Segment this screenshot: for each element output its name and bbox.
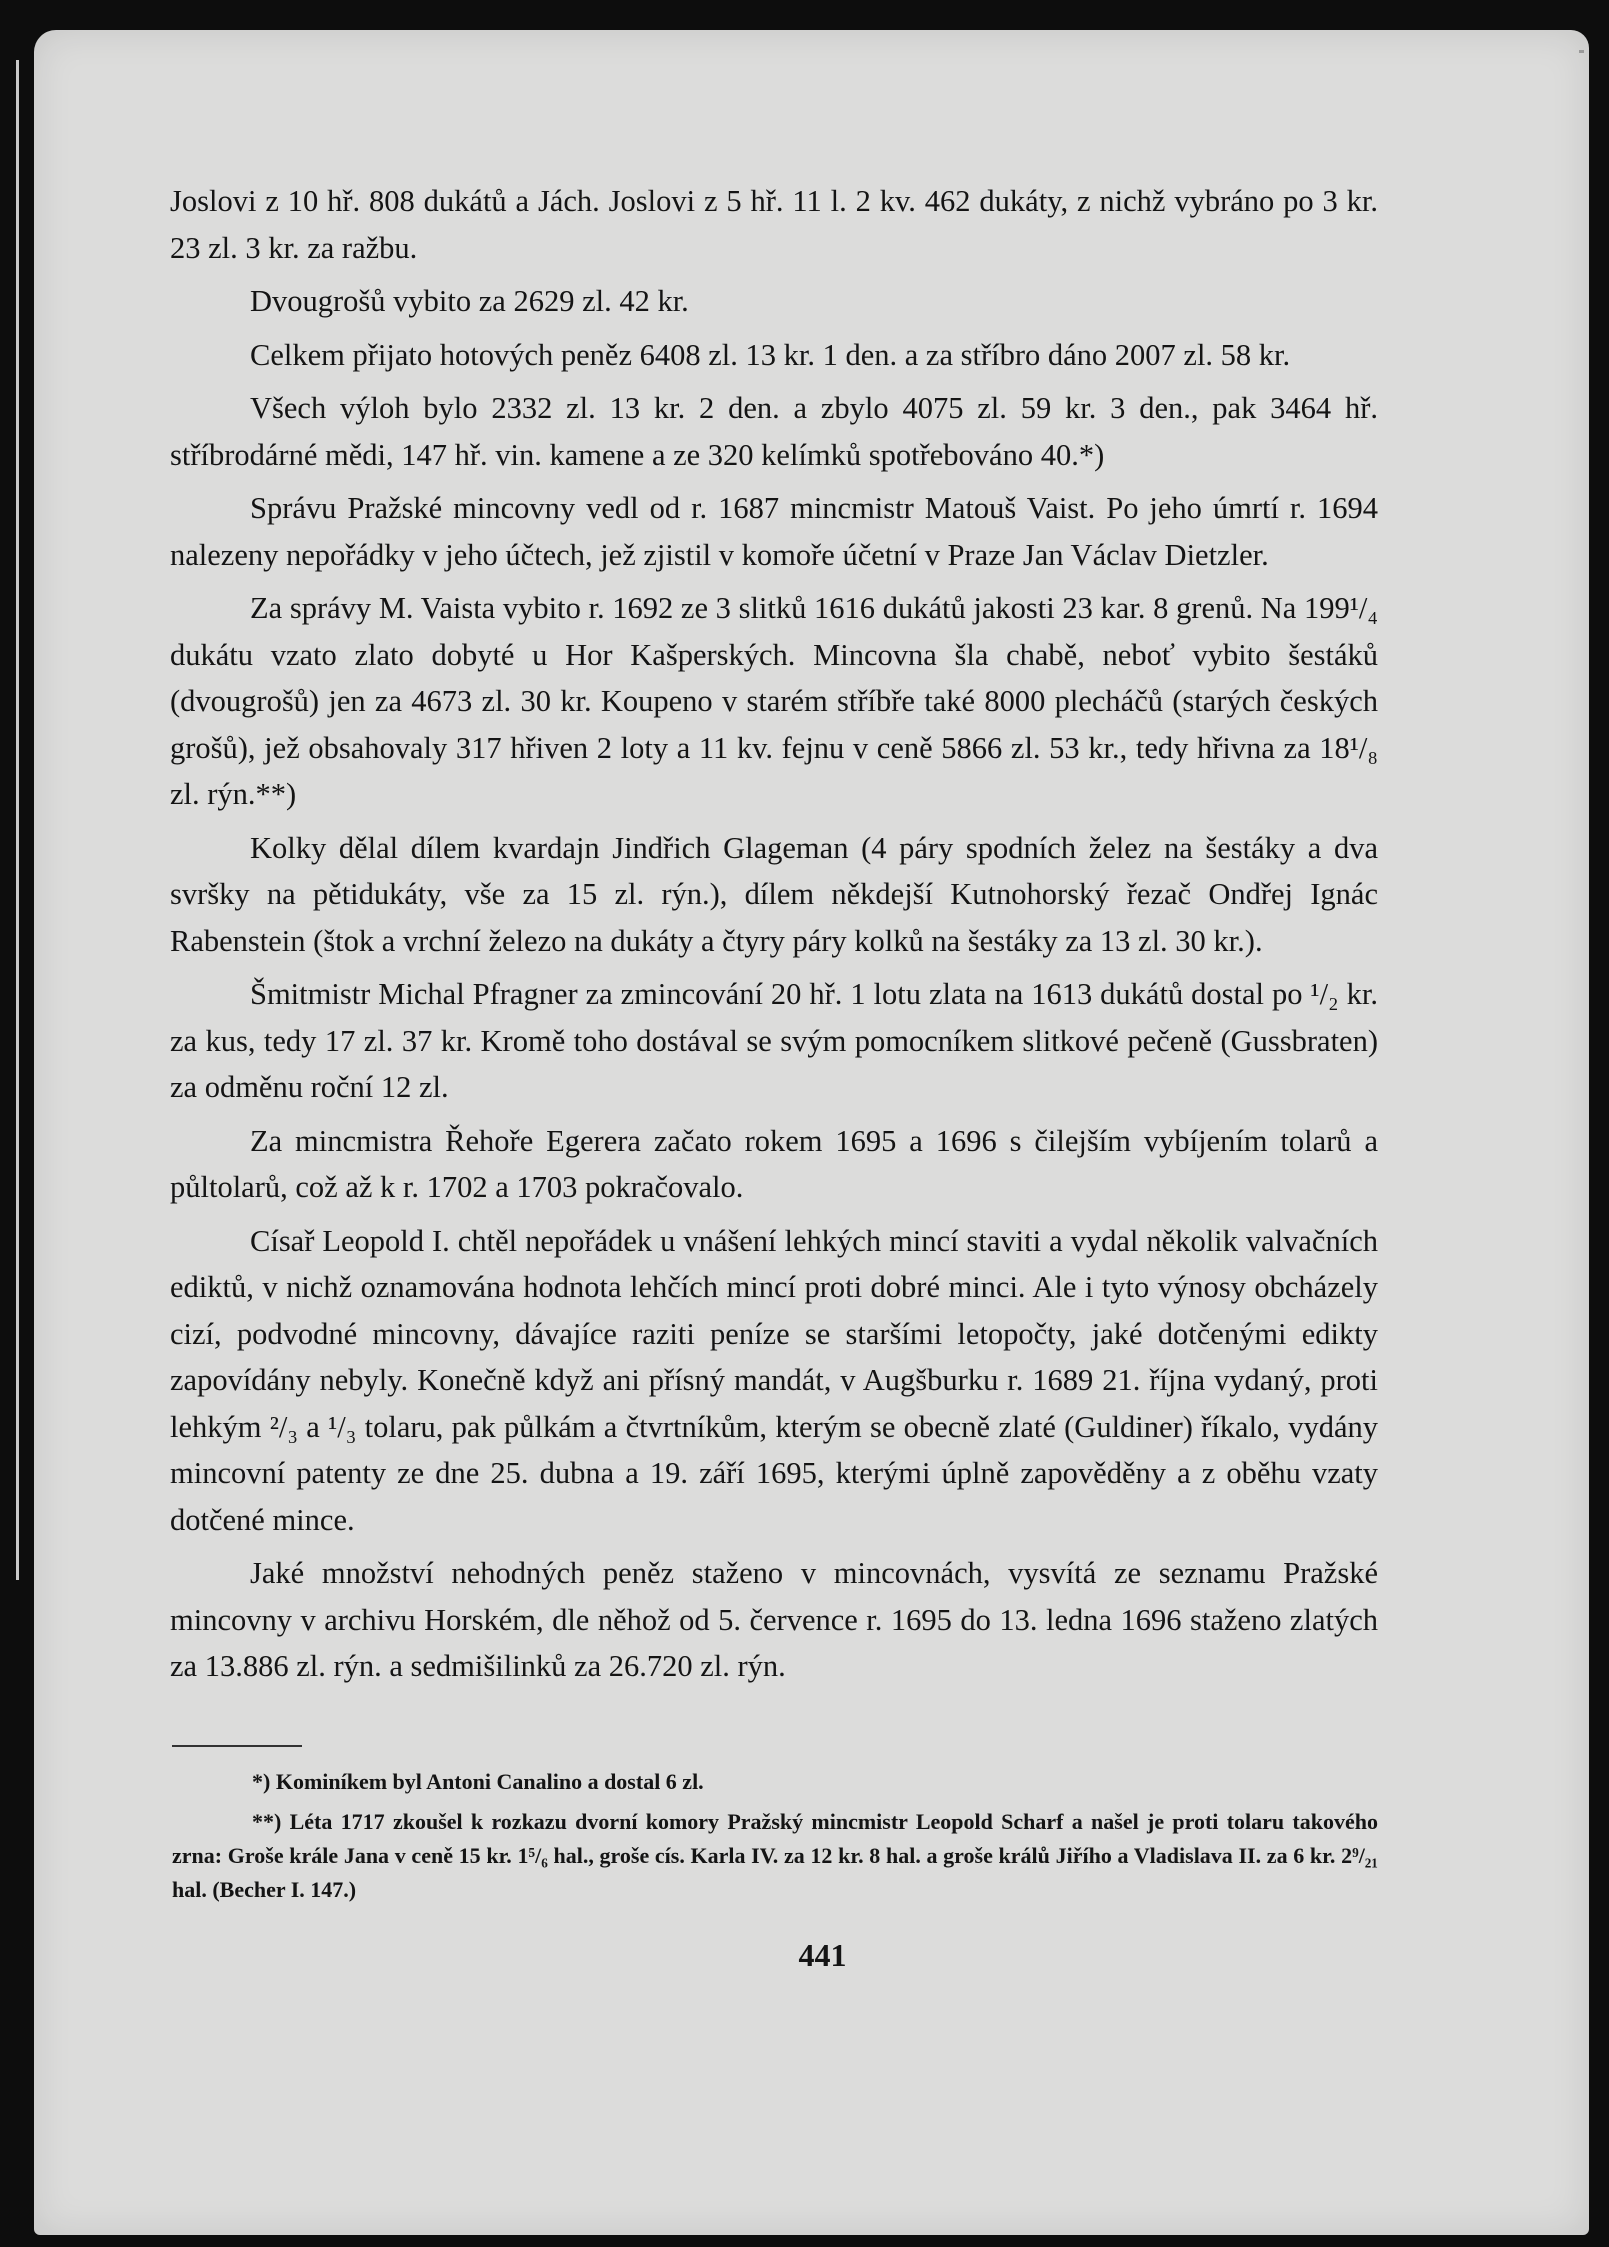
paragraph: Za správy M. Vaista vybito r. 1692 ze 3 slitků 1616 dukátů jakosti 23 kar. 8 grenů. Na 199¹/₄ dukátu vzato zlato dobyté u Hor Kašperských. Mincovna šla chabě, neboť vybito šestáků (dvougrošů) jen za 4673 zl. 30 kr. Koupeno v starém stříbře také 8000 plecháčů (starých českých grošů), jež obsahovaly 317 hřiven 2 loty a 11 kv. fejnu v ceně 5866 zl. 53 kr., tedy hřivna za 18¹/₈ zl. rýn.**) [170,591,1378,811]
paragraph: Joslovi z 10 hř. 808 dukátů a Jách. Joslovi z 5 hř. 11 l. 2 kv. 462 dukáty, z nichž vybráno po 3 kr. 23 zl. 3 kr. za ražbu. [170,184,1378,265]
paragraph: Za mincmistra Řehoře Egerera začato rokem 1695 a 1696 s čilejším vybíjením tolarů a půltolarů, což až k r. 1702 a 1703 pokračovalo. [170,1123,1378,1204]
footnote-divider [172,1745,302,1747]
body-text [170,178,1378,1697]
binding-edge [0,0,30,2247]
paragraph: Jaké množství nehodných peněz staženo v mincovnách, vysvítá ze seznamu Pražské mincovny v archivu Horském, dle něhož od 5. července r. 1695 do 13. ledna 1696 staženo zlatých za 13.886 zl. rýn. a sedmišilinků za 26.720 zl. rýn. [170,1556,1378,1683]
binding-rule [16,60,19,1580]
paragraph: Císař Leopold I. chtěl nepořádek u vnášení lehkých mincí staviti a vydal několik valvačních ediktů, v nichž oznamována hodnota lehčích mincí proti dobré minci. Ale i tyto výnosy obcházely cizí, podvodné mincovny, dávajíce raziti peníze se staršími letopočty, jaké dotčenými edikty zapovídány nebyly. Konečně když ani přísný mandát, v Augšburku r. 1689 21. října vydaný, proti lehkým ²/₃ a ¹/₃ tolaru, pak půlkám a čtvrtníkům, kterým se obecně zlaté (Guldiner) říkalo, vydány mincovní patenty ze dne 25. dubna a 19. září 1695, kterými úplně zapověděny a z oběhu vzaty dotčené mince. [170,1223,1378,1537]
paragraph: Kolky dělal dílem kvardajn Jindřich Glageman (4 páry spodních želez na šestáky a dva svršky na pětidukáty, vše za 15 zl. rýn.), dílem někdejší Kutnohorský řezač Ondřej Ignác Rabenstein (štok a vrchní železo na dukáty a čtyry páry kolků na šestáky za 13 zl. 30 kr.). [170,830,1378,958]
page-speck [1579,50,1584,53]
paragraph: Všech výloh bylo 2332 zl. 13 kr. 2 den. a zbylo 4075 zl. 59 kr. 3 den., pak 3464 hř. stříbrodárné mědi, 147 hř. vin. kamene a ze 320 kelímků spotřebováno 40.*) [170,391,1378,472]
page-number: 441 [798,1937,847,1973]
paragraph: Šmitmistr Michal Pfragner za zmincování 20 hř. 1 lotu zlata na 1613 dukátů dostal po ¹/₂ kr. za kus, tedy 17 zl. 37 kr. Kromě toho dostával se svým pomocníkem slitkové pečeně (Gussbraten) za odměnu roční 12 zl. [170,977,1378,1104]
footnote: **) Léta 1717 zkoušel k rozkazu dvorní komory Pražský mincmistr Leopold Scharf a našel je proti tolaru takového zrna: Groše krále Jana v ceně 15 kr. 1⁵/₆ hal., groše cís. Karla IV. za 12 kr. 8 hal. a groše králů Jiřího a Vladislava II. za 6 kr. 2⁹/₂₁ hal. (Becher I. 147.) [172,1809,1378,1902]
paragraph: Celkem přijato hotových peněz 6408 zl. 13 kr. 1 den. a za stříbro dáno 2007 zl. 58 kr. [250,337,1291,372]
footnote: *) Kominíkem byl Antoni Canalino a dostal 6 zl. [252,1769,704,1794]
paragraph: Dvougrošů vybito za 2629 zl. 42 kr. [250,284,689,318]
footnotes [172,1765,1378,1913]
paragraph: Správu Pražské mincovny vedl od r. 1687 mincmistr Matouš Vaist. Po jeho úmrtí r. 1694 nalezeny nepořádky v jeho účtech, jež zjistil v komoře účetní v Praze Jan Václav Dietzler. [170,491,1378,572]
